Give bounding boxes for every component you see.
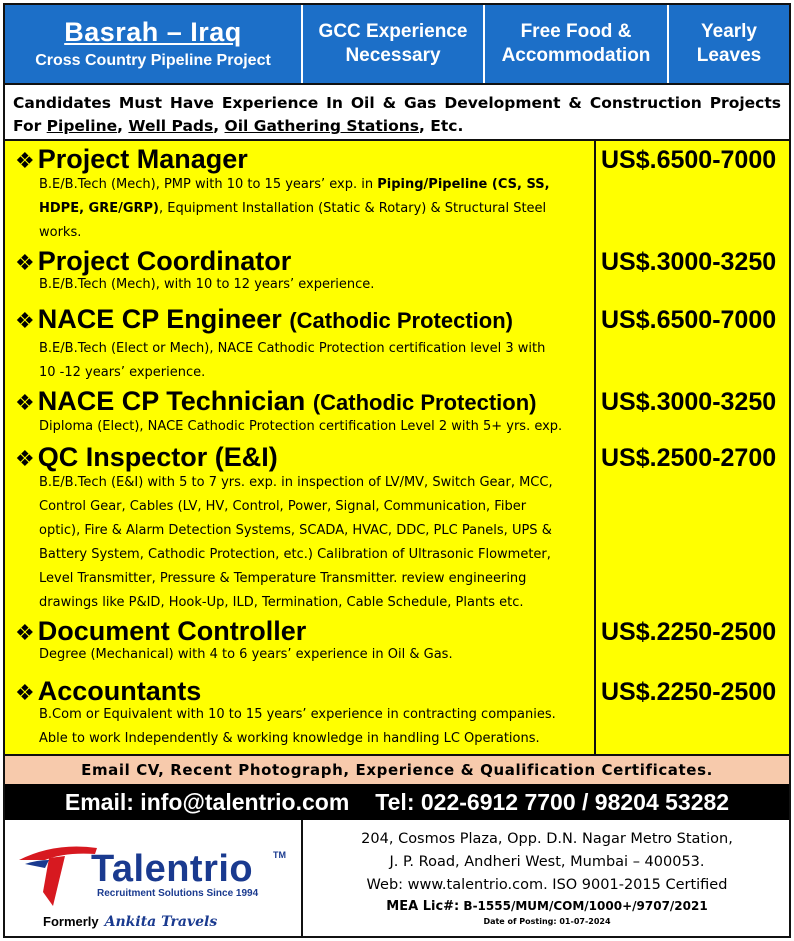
email-contact[interactable]: Email: info@talentrio.com bbox=[64, 788, 350, 815]
salary-range: US$.6500-7000 bbox=[601, 146, 777, 174]
description-line bbox=[39, 567, 589, 591]
description-text: Degree (Mechanical) with 4 to 6 years’ experience in Oil & Gas. bbox=[39, 647, 453, 662]
job-title-text: QC Inspector (E&I) bbox=[37, 442, 278, 472]
job-title-text: NACE CP Technician bbox=[37, 386, 306, 416]
company-logo-block bbox=[5, 820, 303, 936]
description-line bbox=[39, 361, 589, 385]
website-line: Web: www.talentrio.com. ISO 9001-2015 Certified bbox=[366, 877, 728, 893]
description-text: Level Transmitter, Pressure & Temperature Transmitter. review engineering bbox=[39, 571, 527, 586]
job-title-suffix: (Cathodic Protection) bbox=[312, 390, 537, 415]
mea-license bbox=[305, 897, 789, 916]
job-description bbox=[39, 703, 589, 751]
bullet-diamond-icon: ❖ bbox=[15, 250, 35, 275]
job-title-suffix: (Cathodic Protection) bbox=[289, 308, 513, 333]
description-line bbox=[39, 495, 589, 519]
address-line-1: 204, Cosmos Plaza, Opp. D.N. Nagar Metro Station, bbox=[361, 831, 733, 847]
formerly-label: Formerly bbox=[43, 914, 99, 929]
company-address bbox=[305, 820, 789, 936]
description-line bbox=[39, 471, 589, 495]
feature-line: Yearly bbox=[701, 21, 757, 42]
project-name: Cross Country Pipeline Project bbox=[35, 52, 271, 69]
bullet-diamond-icon: ❖ bbox=[15, 148, 35, 173]
location-title: Basrah – Iraq bbox=[64, 17, 242, 47]
trademark-mark: TM bbox=[273, 850, 286, 860]
description-line bbox=[39, 273, 589, 297]
feature-leaves bbox=[669, 5, 789, 83]
contact-bar bbox=[5, 784, 789, 820]
description-text: B.Com or Equivalent with 10 to 15 years’ experience in contracting companies. bbox=[39, 707, 556, 722]
feature-line: Necessary bbox=[345, 45, 441, 66]
description-text: B.E/B.Tech (Elect or Mech), NACE Cathodic Protection certification level 3 with bbox=[39, 341, 546, 356]
mea-label: MEA Lic#: bbox=[386, 899, 460, 914]
sector-well-pads: Well Pads bbox=[128, 117, 214, 135]
salary-range: US$.2250-2500 bbox=[601, 678, 777, 706]
job-description bbox=[39, 173, 589, 245]
job-description bbox=[39, 415, 589, 439]
job-title-text: NACE CP Engineer bbox=[37, 304, 282, 334]
header-banner bbox=[5, 5, 789, 83]
company-footer bbox=[5, 820, 789, 936]
address-line-2: J. P. Road, Andheri West, Mumbai – 400053. bbox=[389, 854, 705, 870]
salary-range: US$.6500-7000 bbox=[601, 306, 777, 334]
job-title-text: Project Manager bbox=[37, 144, 248, 174]
apply-instructions: Email CV, Recent Photograph, Experience & Qualification Certificates. bbox=[5, 754, 789, 784]
description-line bbox=[39, 415, 589, 439]
description-line bbox=[39, 543, 589, 567]
description-line bbox=[39, 337, 589, 361]
mea-value: B-1555/MUM/COM/1000+/9707/2021 bbox=[459, 899, 708, 913]
description-text: B.E/B.Tech (Mech), with 10 to 12 years’ experience. bbox=[39, 277, 375, 292]
brand-tagline: Recruitment Solutions Since 1994 bbox=[97, 888, 259, 899]
description-text: Battery System, Cathodic Protection, etc.) Calibration of Ultrasonic Flowmeter, bbox=[39, 547, 551, 562]
bullet-diamond-icon: ❖ bbox=[15, 446, 35, 471]
job-title bbox=[15, 385, 536, 419]
sector-pipeline: Pipeline bbox=[46, 117, 118, 135]
description-line bbox=[39, 197, 589, 221]
bullet-diamond-icon: ❖ bbox=[15, 680, 35, 705]
description-text: 10 -12 years’ experience. bbox=[39, 365, 206, 380]
talentrio-t-logo-icon bbox=[15, 834, 99, 914]
description-text: Able to work Independently & working knowledge in handling LC Operations. bbox=[39, 731, 540, 746]
description-line bbox=[39, 727, 589, 751]
job-listings bbox=[5, 141, 789, 754]
description-text: B.E/B.Tech (E&I) with 5 to 7 yrs. exp. in inspection of LV/MV, Switch Gear, MCC, bbox=[39, 475, 553, 490]
separator: , bbox=[117, 117, 129, 135]
job-title bbox=[15, 303, 513, 337]
brand-name: Talentrio bbox=[91, 848, 254, 890]
posting-date: Date of Posting: 01-07-2024 bbox=[483, 917, 611, 926]
job-description bbox=[39, 471, 589, 615]
description-text: optic), Fire & Alarm Detection Systems, SCADA, HVAC, DDC, PLC Panels, UPS & bbox=[39, 523, 552, 538]
requirements-intro bbox=[5, 83, 789, 141]
bullet-diamond-icon: ❖ bbox=[15, 308, 35, 333]
column-divider bbox=[594, 141, 596, 754]
bullet-diamond-icon: ❖ bbox=[15, 390, 35, 415]
description-text: drawings like P&ID, Hook-Up, ILD, Termination, Cable Schedule, Plants etc. bbox=[39, 595, 524, 610]
description-text: Diploma (Elect), NACE Cathodic Protection certification Level 2 with 5+ yrs. exp. bbox=[39, 419, 563, 434]
description-text: works. bbox=[39, 225, 82, 240]
job-title-text: Accountants bbox=[37, 676, 202, 706]
job-advertisement bbox=[3, 3, 791, 938]
description-line bbox=[39, 703, 589, 727]
feature-line: GCC Experience bbox=[318, 21, 468, 42]
description-text: , Equipment Installation (Static & Rotary) & Structural Steel bbox=[159, 201, 547, 216]
job-description bbox=[39, 643, 589, 667]
sector-oil-gathering: Oil Gathering Stations bbox=[224, 117, 420, 135]
phone-contact[interactable]: Tel: 022-6912 7700 / 98204 53282 bbox=[375, 788, 730, 815]
description-line bbox=[39, 591, 589, 615]
intro-tail: , Etc. bbox=[419, 117, 464, 135]
feature-line: Leaves bbox=[696, 45, 762, 66]
feature-line: Accommodation bbox=[501, 45, 651, 66]
job-description bbox=[39, 337, 589, 385]
description-line bbox=[39, 173, 589, 197]
formerly-line bbox=[43, 914, 217, 930]
job-description bbox=[39, 273, 589, 297]
salary-range: US$.2250-2500 bbox=[601, 618, 777, 646]
description-highlight: HDPE, GRE/GRP) bbox=[39, 201, 160, 216]
feature-gcc bbox=[303, 5, 485, 83]
description-text: B.E/B.Tech (Mech), PMP with 10 to 15 years’ exp. in bbox=[39, 177, 378, 192]
job-title bbox=[15, 143, 248, 177]
separator: , bbox=[213, 117, 225, 135]
feature-food bbox=[485, 5, 669, 83]
description-line bbox=[39, 519, 589, 543]
description-highlight: Piping/Pipeline (CS, SS, bbox=[377, 177, 550, 192]
description-text: Control Gear, Cables (LV, HV, Control, Power, Signal, Communication, Fiber bbox=[39, 499, 527, 514]
description-line bbox=[39, 643, 589, 667]
feature-line: Free Food & bbox=[520, 21, 632, 42]
salary-range: US$.3000-3250 bbox=[601, 248, 777, 276]
job-title bbox=[15, 441, 278, 475]
intro-text: Candidates Must Have Experience In Oil & Gas Development & Construction Projects For bbox=[13, 94, 781, 135]
salary-range: US$.3000-3250 bbox=[601, 388, 777, 416]
location-cell bbox=[5, 5, 303, 83]
former-name: Ankita Travels bbox=[104, 914, 218, 930]
bullet-diamond-icon: ❖ bbox=[15, 620, 35, 645]
description-line bbox=[39, 221, 589, 245]
job-title-text: Project Coordinator bbox=[37, 246, 292, 276]
job-title-text: Document Controller bbox=[37, 616, 307, 646]
salary-range: US$.2500-2700 bbox=[601, 444, 777, 472]
